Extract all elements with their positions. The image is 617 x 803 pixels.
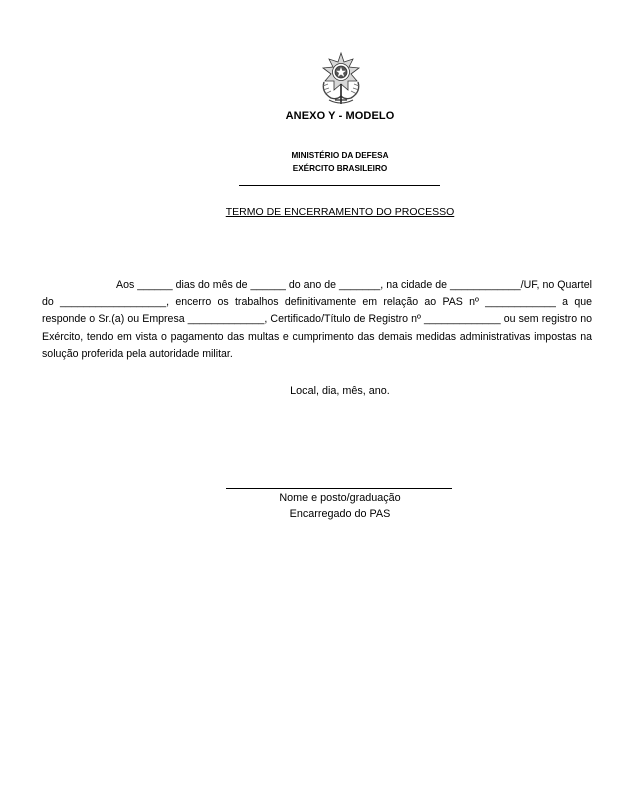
signature-block (0, 491, 617, 522)
signatory-role: Encarregado do PAS (289, 507, 391, 520)
body-paragraph (42, 277, 592, 363)
header-divider (239, 185, 440, 186)
document-title: TERMO DE ENCERRAMENTO DO PROCESSO (225, 206, 455, 218)
place-date-line: Local, dia, mês, ano. (290, 385, 390, 397)
body-paragraph-text: Aos ______ dias do mês de ______ do ano de _______, na cidade de ____________/UF, no Quartel do __________________, encerro os trabalhos definitivamente em relação ao PAS nº ____________ a que responde o Sr.(a) ou Empresa _____________, Certificado/Título de Registro nº _____________ ou sem registro no Exército, tendo em vista o pagamento das multas e cumprimento das demais medidas administrativas impostas na solução proferida pela autoridade militar. (42, 279, 592, 360)
signatory-name-rank: Nome e posto/graduação (279, 492, 401, 504)
coat-of-arms-icon (315, 50, 367, 106)
ministry-name: MINISTÉRIO DA DEFESA (291, 151, 389, 160)
army-name: EXÉRCITO BRASILEIRO (292, 164, 388, 173)
signature-line (226, 488, 452, 489)
institution-header (0, 149, 617, 175)
annex-title: ANEXO Y - MODELO (285, 110, 395, 122)
